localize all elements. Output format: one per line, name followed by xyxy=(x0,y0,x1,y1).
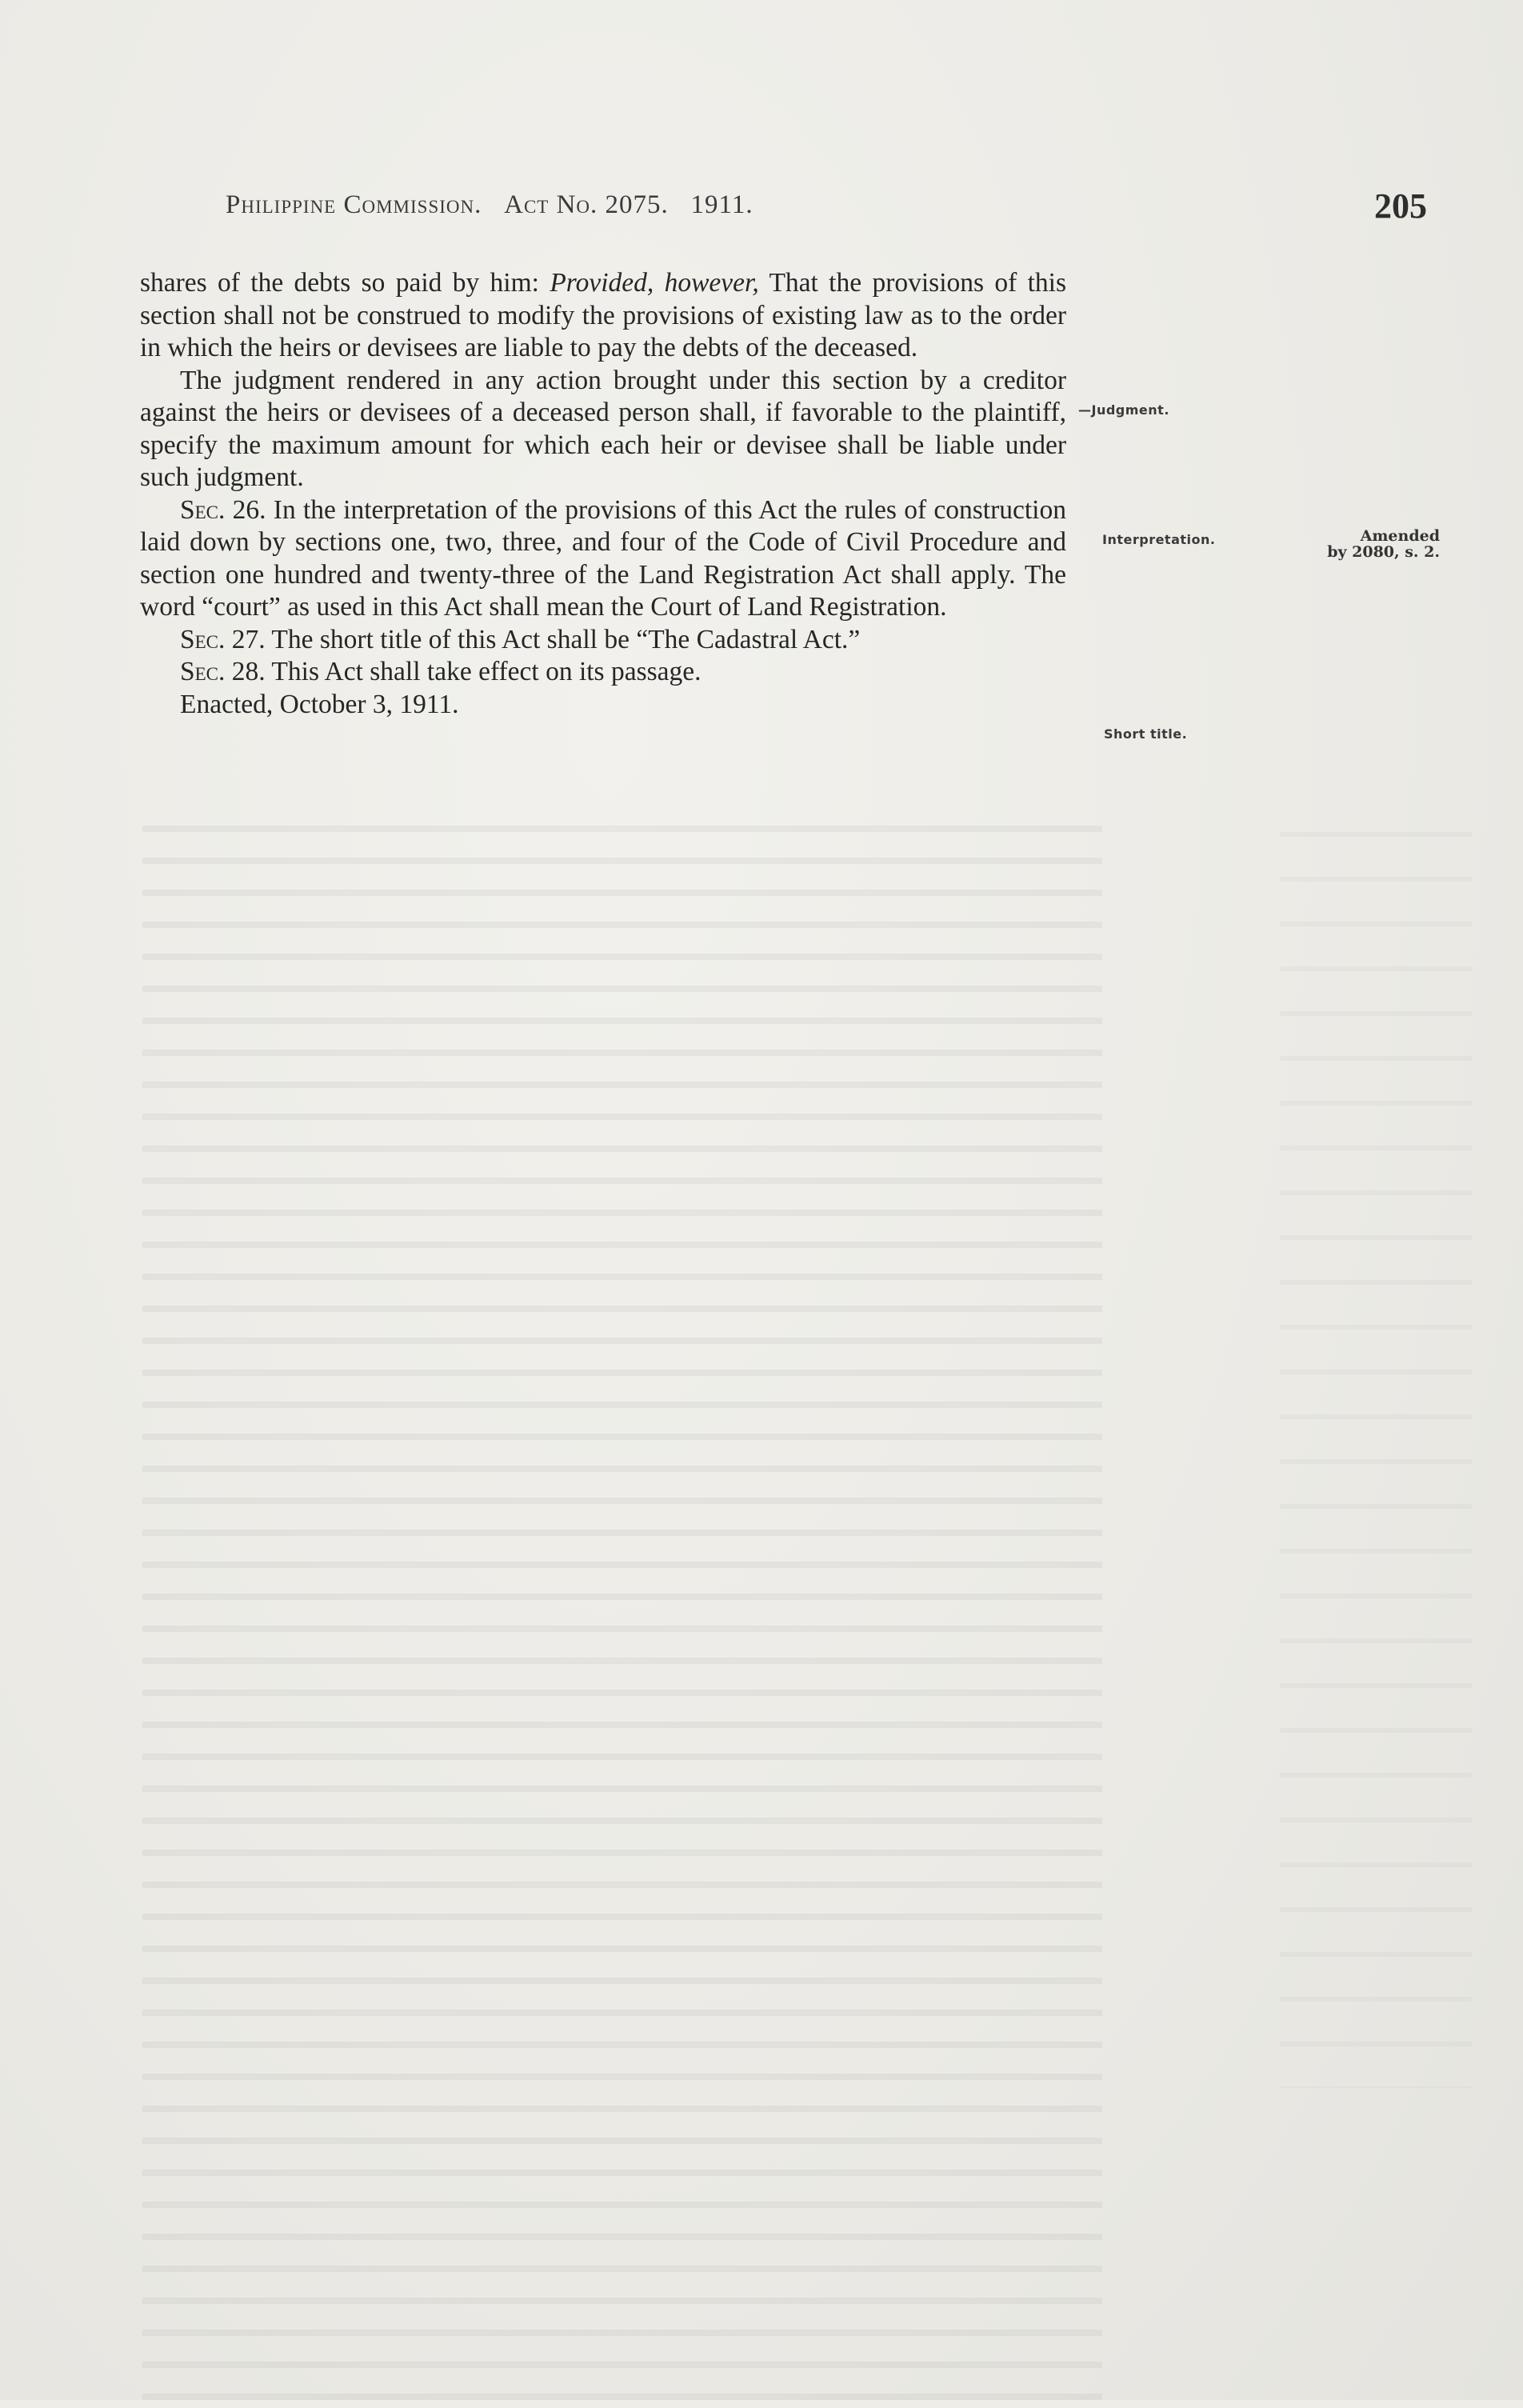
section-28: Sec. 28. This Act shall take effect on its passage. xyxy=(180,657,702,686)
proviso-italic: Provided, however, xyxy=(550,268,759,298)
section-26: Sec. 26. In the interpretation of the provisions of this Act the rules of construction laid down by sections one, two, three, and four of the Code of Civil Procedure and section one hundred and twenty-three of the Land Registration Act shall apply. The word “court” as used in this Act shall mean the Court of Land Registration. xyxy=(140,494,1066,622)
section-28-label: Sec. 28. xyxy=(180,657,266,686)
margin-note-short-title: Short title. xyxy=(1104,726,1188,742)
section-27: Sec. 27. The short title of this Act shall be “The Cadastral Act.” xyxy=(180,624,861,654)
page-number: 205 xyxy=(1374,186,1427,226)
header-commission: Philippine Commission. xyxy=(226,190,482,219)
paragraph-judgment: The judgment rendered in any action brought under this section by a creditor against the heirs or devisees of a deceased person shall, if favorable to the plaintiff, specify the maximum amount for which each heir or devisee shall be liable under such judgment. xyxy=(140,365,1066,492)
body-text xyxy=(140,267,1066,721)
margin-note-amended: Amended by 2080, s. 2. xyxy=(1327,527,1440,561)
enacted-line: Enacted, October 3, 1911. xyxy=(180,689,459,719)
section-26-label: Sec. 26. xyxy=(180,494,266,525)
running-header xyxy=(226,190,754,220)
bleed-through-margin xyxy=(1280,808,1472,2088)
section-27-label: Sec. 27. xyxy=(180,624,266,654)
header-year: 1911. xyxy=(690,190,754,219)
margin-note-interpretation: Interpretation. xyxy=(1102,532,1216,547)
paragraph-continuation: shares of the debts so paid by him: Provided, however, That the provisions of this section shall not be construed to modify the provisions of existing law as to the order in which the heirs or devisees are liable to pay the debts of the deceased. xyxy=(140,268,1067,362)
bleed-through-text xyxy=(142,808,1102,2408)
margin-note-judgment: —Judgment. xyxy=(1078,402,1169,418)
header-act: Act No. 2075. xyxy=(504,190,669,219)
